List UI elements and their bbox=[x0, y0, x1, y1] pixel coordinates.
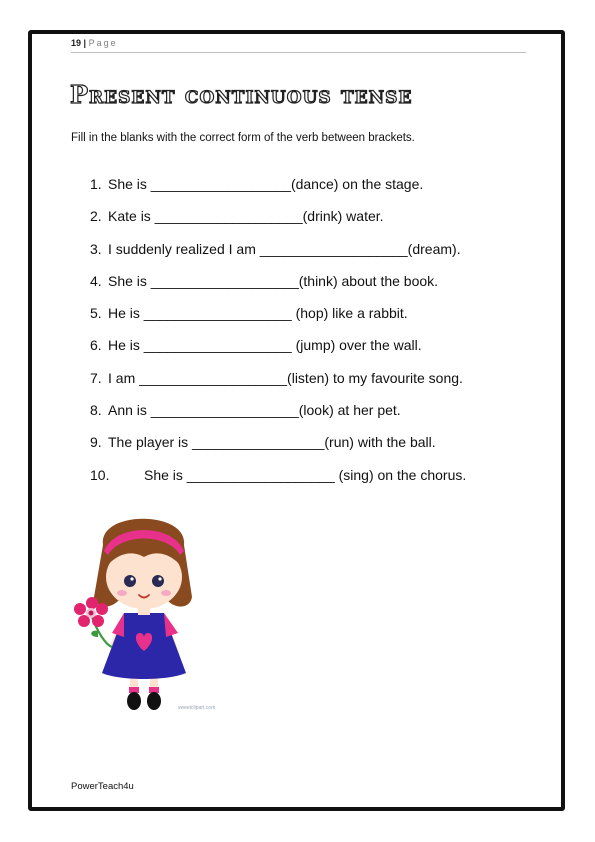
exercise-item bbox=[90, 402, 466, 434]
right-cheek bbox=[161, 590, 171, 596]
left-eye bbox=[124, 575, 136, 587]
right-sleeve bbox=[164, 613, 178, 637]
right-eye-shine bbox=[158, 577, 161, 580]
instructions: Fill in the blanks with the correct form of the verb between brackets. bbox=[71, 132, 415, 144]
exercise-item bbox=[90, 208, 466, 240]
header-separator: | bbox=[83, 38, 87, 48]
item-number: 10. bbox=[90, 466, 110, 483]
left-sleeve bbox=[112, 613, 124, 637]
exercise-item bbox=[90, 176, 466, 208]
item-text: She is ___________________ (sing) on the chorus. bbox=[144, 466, 467, 483]
item-number: 9. bbox=[90, 434, 102, 451]
item-text: Kate is ___________________(drink) water. bbox=[108, 208, 384, 225]
right-shoe bbox=[147, 692, 161, 710]
flower-leaf bbox=[91, 631, 98, 637]
item-number: 6. bbox=[90, 337, 102, 354]
item-number: 4. bbox=[90, 272, 102, 289]
footer-brand: PowerTeach4u bbox=[71, 781, 134, 792]
item-text: I am ___________________(listen) to my favourite song. bbox=[108, 369, 463, 386]
item-number: 3. bbox=[90, 240, 102, 257]
exercise-item bbox=[90, 337, 466, 369]
right-eye bbox=[152, 575, 164, 587]
exercise-item bbox=[90, 370, 466, 402]
page-word: Page bbox=[88, 38, 118, 48]
exercise-list bbox=[90, 176, 466, 499]
item-text: She is __________________(dance) on the stage. bbox=[108, 176, 424, 192]
item-text: Ann is ___________________(look) at her pet. bbox=[108, 402, 401, 419]
item-number: 1. bbox=[90, 176, 102, 192]
item-text: She is ___________________(think) about the book. bbox=[108, 272, 439, 289]
left-cheek bbox=[117, 590, 127, 596]
item-number: 5. bbox=[90, 305, 102, 322]
item-text: He is ___________________ (jump) over the wall. bbox=[108, 337, 422, 354]
item-number: 8. bbox=[90, 402, 102, 419]
item-text: He is ___________________ (hop) like a rabbit. bbox=[108, 305, 408, 322]
item-number: 7. bbox=[90, 369, 102, 386]
clipart-watermark: sweetclipart.com bbox=[178, 705, 216, 711]
worksheet-title: Present continuous tense bbox=[70, 80, 413, 109]
item-text: The player is _________________(run) with the ball. bbox=[108, 434, 436, 451]
page-number: 19 bbox=[71, 38, 82, 48]
page-header bbox=[71, 38, 526, 53]
exercise-item bbox=[90, 467, 466, 499]
exercise-item bbox=[90, 241, 466, 273]
exercise-item bbox=[90, 273, 466, 305]
item-text: I suddenly realized I am ___________________(dream). bbox=[108, 240, 461, 257]
exercise-item bbox=[90, 434, 466, 466]
left-eye-shine bbox=[130, 577, 133, 580]
left-shoe bbox=[127, 692, 141, 710]
exercise-item bbox=[90, 305, 466, 337]
girl-illustration bbox=[68, 505, 218, 715]
item-number: 2. bbox=[90, 208, 102, 225]
